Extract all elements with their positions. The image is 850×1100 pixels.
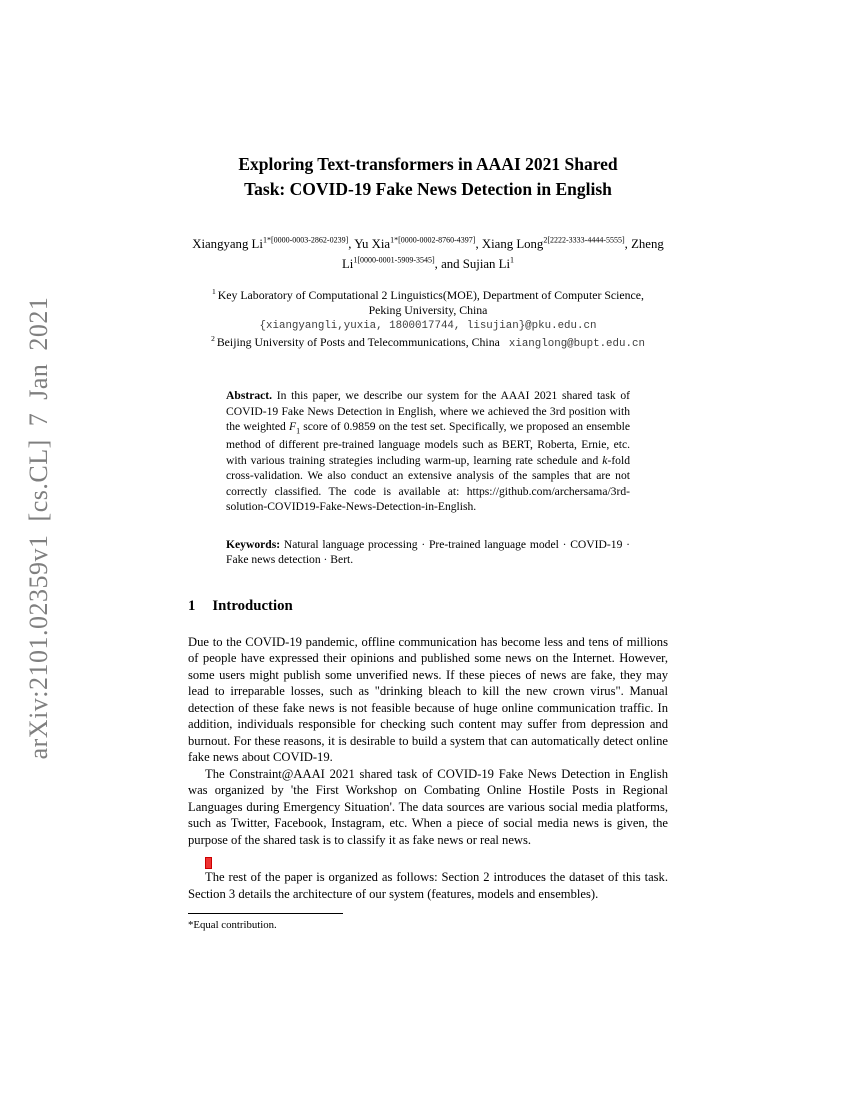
abstract-text: -fold cross-validation. We also conduct an extensive analysis of the samples that are not correctly classified. The code is available at: https://github.com/archersama/3rd-solution-COVID19-Fake-News-Detection-in-English. [226,453,630,514]
affiliation-2-text: Beijing University of Posts and Telecommunications, China [216,334,500,349]
abstract-text: In this paper, we describe our system for the AAAI 2021 shared task of COVID-19 Fake News Detection in English, where we achieved the 3rd position with the weighted [226,389,630,434]
author-name: Yu Xia [354,236,391,251]
affiliation-2-email: xianglong@bupt.edu.cn [508,337,645,350]
author-orcid-sup: 1*[0000-0002-8760-4397] [390,235,476,245]
keywords [226,537,630,568]
affiliation-1-email: {xiangyangli,yuxia, 1800017744, lisujian}@pku.edu.cn [259,320,597,333]
affiliation-1-line-2: Peking University, China [368,303,488,318]
k-symbol: k [602,453,608,467]
author-name: Zheng Li [341,236,664,272]
author [463,257,514,271]
author-name: Sujian Li [462,257,511,272]
author-name: Xiang Long [481,236,544,251]
paragraph-3: The rest of the paper is organized as follows: Section 2 introduces the dataset of this task. Section 3 details the architecture of our system (features, models and ensembles). [188,870,668,901]
footnote-rule [188,913,343,914]
paper-content [188,0,668,931]
affiliation-2-line [188,334,668,351]
arxiv-watermark: arXiv:2101.02359v1 [cs.CL] 7 Jan 2021 [24,296,53,760]
title-line-1: Exploring Text-transformers in AAAI 2021 Shared [238,154,618,174]
footnote-link-marker[interactable] [205,857,212,869]
keywords-text: Natural language processing · Pre-trained language model · COVID-19 · Fake news detection · Bert. [226,537,630,567]
footnote-text: *Equal contribution. [188,919,277,932]
footnote [188,913,668,931]
abstract-label: Abstract. [226,389,273,403]
author-separator: , and [434,257,463,272]
affiliation-1-marker: 1 [212,286,216,296]
author-orcid-sup: 1[0000-0001-5909-3545] [353,255,435,265]
author-separator: , [624,236,632,251]
paragraph-2: The Constraint@AAAI 2021 shared task of COVID-19 Fake News Detection in English was organized by 'the First Workshop on Combating Online Hostile Posts in Regional Languages during Emergency Situation'. The data sources are various social media platforms, such as Twitter, Facebook, Instagram, etc. When a piece of social media news is given, the purpose of the shared task is to classify it as fake news or real news. [188,766,668,847]
abstract-text: score of 0.9859 on the test set. Specifically, we proposed an ensemble method of different pre-trained language models such as BERT, Roberta, Ernie, etc. with various training strategies including warm-up, learning rate schedule and [226,420,630,467]
f1-subscript: 1 [296,426,301,436]
author-name: Xiangyang Li [192,236,263,251]
affiliation-1-text: Key Laboratory of Computational 2 Linguistics(MOE), Department of Computer Science, [217,287,644,302]
keywords-label: Keywords: [226,537,281,551]
author-separator: , [475,236,482,251]
affiliation-1-line-1 [188,287,668,304]
affiliations [188,287,668,351]
author-orcid-sup: 2[2222-3333-4444-5555] [543,235,625,245]
section-number: 1 [188,597,196,614]
paper-title [188,152,668,203]
author [482,237,631,251]
section-heading-introduction [188,598,668,615]
affiliation-2-marker: 2 [211,333,215,343]
author [192,237,354,251]
section-title: Introduction [212,597,293,614]
author-orcid-sup: 1*[0000-0003-2862-0239] [262,235,349,245]
author-list [188,234,668,275]
abstract [226,388,630,515]
paragraph-1: Due to the COVID-19 pandemic, offline communication has become less and tens of millions of people have expressed their opinions and published some news on the Internet. However, some users might publish some unverified news. If these pieces of news are fake, they may lead to irreparable losses, such as "drinking bleach to kill the new crown virus". Manual detection of these fake news is not feasible because of huge online communication traffic. In addition, individuals responsible for checking such content may suffer from depression and burnout. For these reasons, it is desirable to build a system that can automatically detect online fake news about COVID-19. [188,634,668,765]
footnote-marker-line [188,856,668,869]
author-orcid-sup: 1 [510,255,515,265]
author [354,237,482,251]
title-line-2: Task: COVID-19 Fake News Detection in English [244,179,612,200]
author-separator: , [348,236,355,251]
f1-symbol: F [289,420,297,434]
